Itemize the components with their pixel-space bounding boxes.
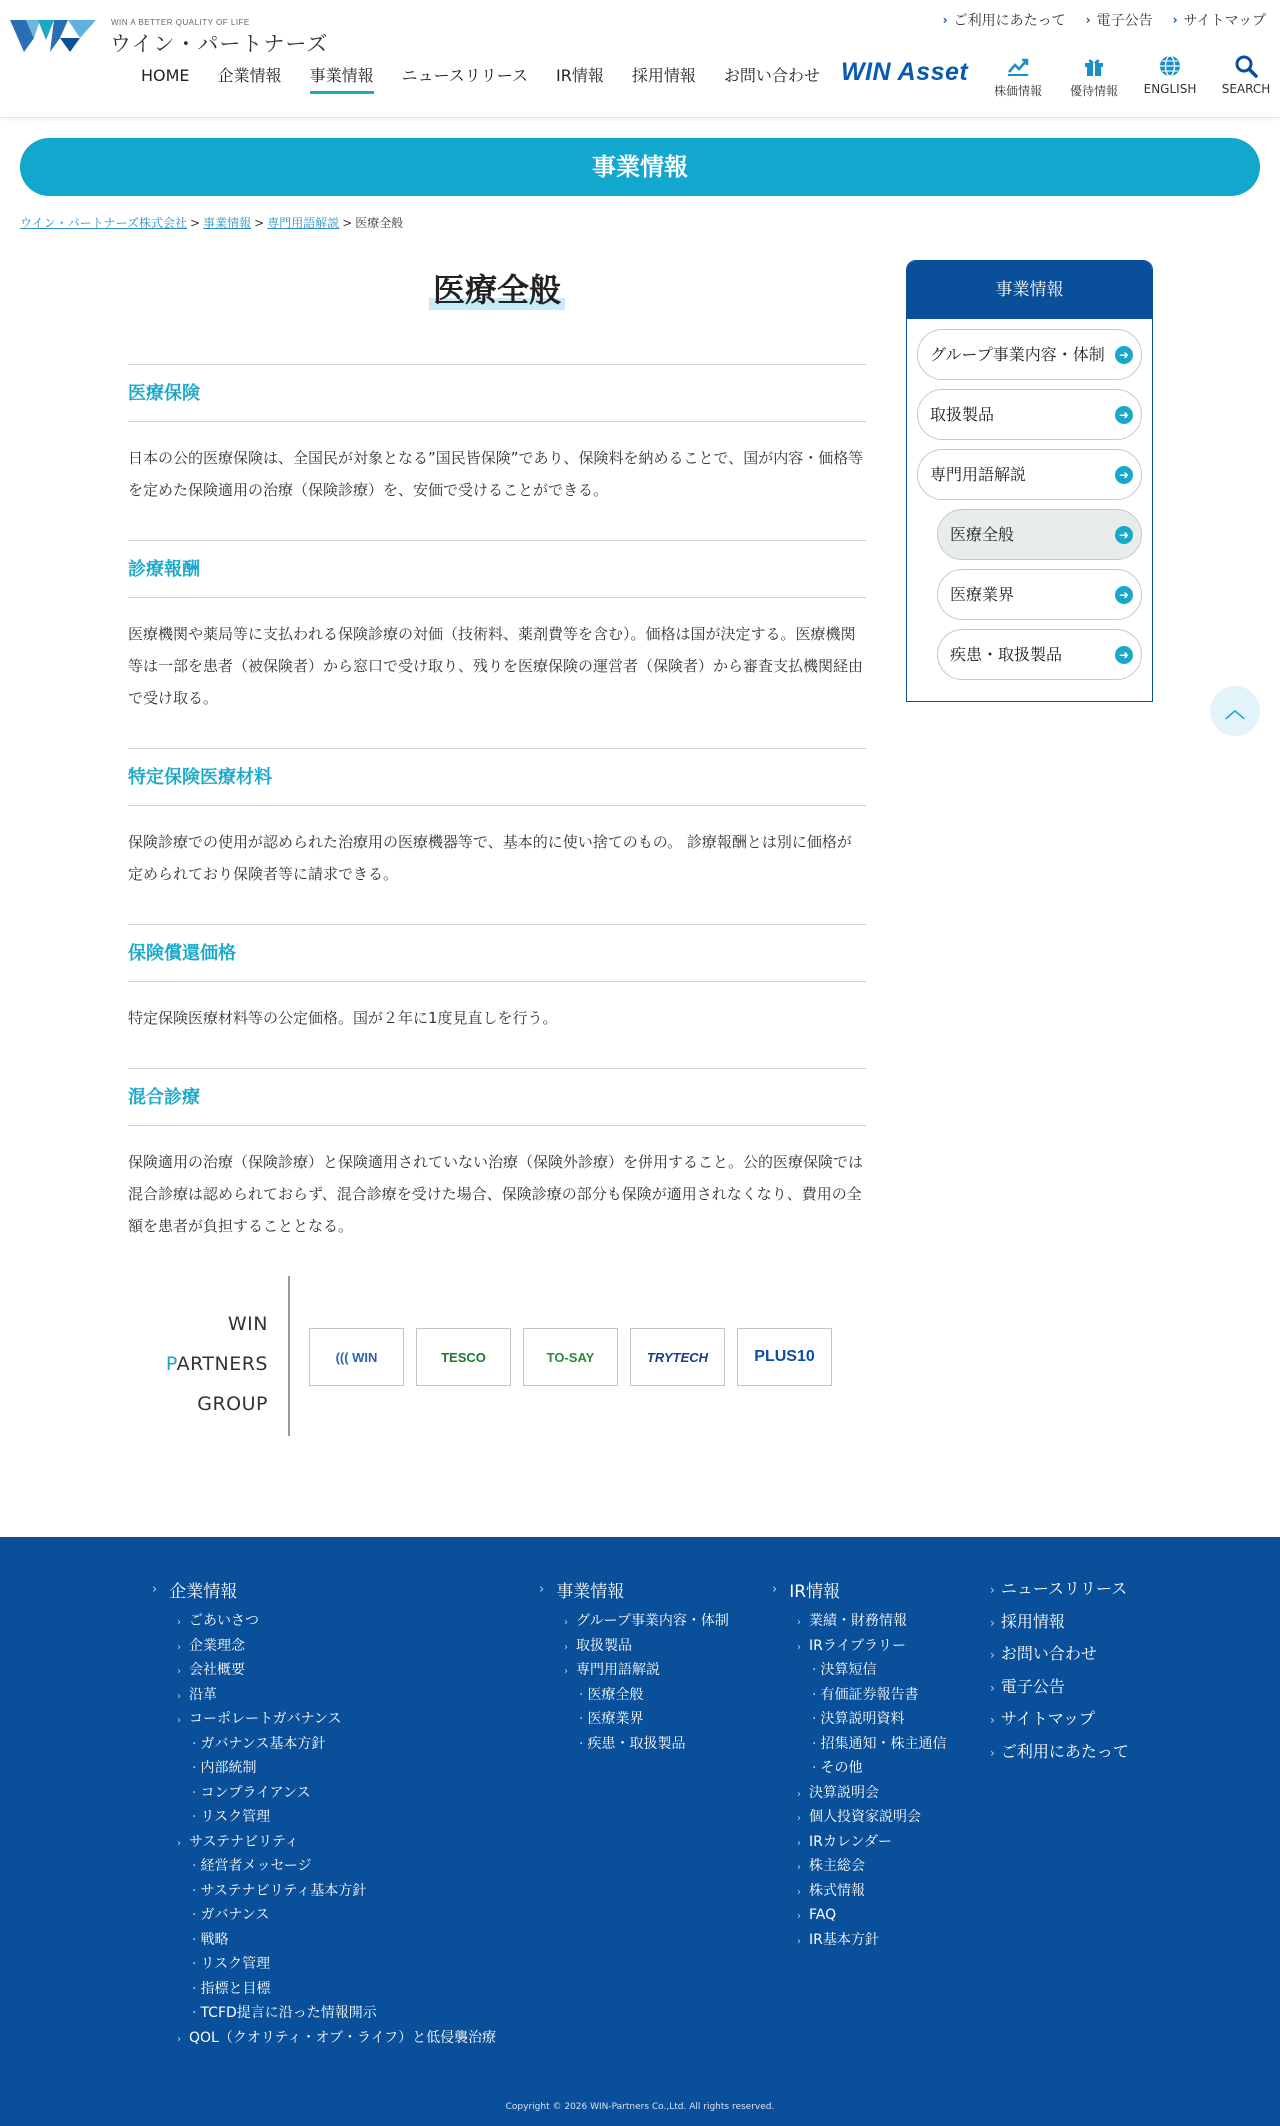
logo-name: ウイン・パートナーズ [110,32,329,56]
search-icon [1234,54,1258,78]
footer-link[interactable]: › 決算説明会 [797,1784,879,1801]
sidebar-item-group-business[interactable]: グループ事業内容・体制 ➜ [917,329,1142,380]
nav-ir[interactable]: IR情報 [555,66,604,85]
bullet-icon: · [192,1809,197,1825]
sidebar-title: 事業情報 [907,261,1152,319]
nav-news[interactable]: ニュースリリース [401,66,528,85]
footer-link[interactable]: · その他 [812,1760,863,1776]
term-body: 保険診療での使用が認められた治療用の医療機器等で、基本的に使い捨てのもの。 診療報酬とは別に価格が定められており保険者等に請求できる。 [128,833,852,883]
chevron-right-icon: › [797,1862,801,1873]
footer-link[interactable]: · 経営者メッセージ [192,1858,312,1874]
footer-link[interactable]: · 有価証券報告書 [812,1686,919,1703]
footer-link[interactable]: › 株主総会 [797,1858,865,1874]
footer-main-link[interactable]: › ご利用にあたって [990,1741,1129,1761]
chevron-right-icon: › [1085,13,1091,27]
gift-icon [1082,54,1106,78]
sidebar-subitem-medical-general[interactable]: 医療全般 ➜ [937,509,1142,560]
chevron-right-icon: › [990,1583,995,1597]
bullet-icon: · [812,1686,817,1703]
chevron-right-icon: › [990,1745,995,1760]
bullet-icon: · [579,1686,584,1703]
section-banner: 事業情報 [20,138,1260,196]
term-title: 医療保険 [128,364,866,422]
footer-link[interactable]: › 会社概要 [177,1662,245,1678]
footer-link[interactable]: · 指標と目標 [192,1980,271,1997]
footer-link[interactable]: › IRライブラリー [797,1637,907,1654]
chevron-right-icon: › [177,1666,181,1677]
chevron-right-icon: › [772,1581,778,1597]
footer-link[interactable]: › ごあいさつ [177,1613,259,1629]
chevron-right-icon: › [177,1837,181,1849]
util-link-sitemap[interactable]: › サイトマップ [1172,13,1266,29]
footer-link[interactable]: › 個人投資家説明会 [797,1809,921,1825]
term-title: 特定保険医療材料 [128,748,866,806]
bullet-icon: · [192,1858,197,1874]
footer-main-link[interactable]: › サイトマップ [990,1709,1096,1728]
util-link-terms[interactable]: › ご利用にあたって [942,13,1066,29]
sidebar-item-products[interactable]: 取扱製品 ➜ [917,389,1142,440]
chevron-right-icon: › [797,1641,801,1653]
stock-price-link[interactable]: 株価情報 [980,54,1056,99]
chevron-up-icon: ︿ [1225,698,1245,722]
arrow-right-icon: ➜ [1115,346,1133,364]
footer-link[interactable]: › 取扱製品 [564,1637,632,1654]
bullet-icon: · [579,1711,584,1727]
term-body: 日本の公的医療保険は、全国民が対象となる”国民皆保険”であり、保険料を納めることで、国が内容・価格等を定めた保険適用の治療（保険診療）を、安価で受けることができる。 [128,449,864,499]
footer-heading-corporate[interactable]: › 企業情報 [152,1581,238,1602]
footer-link[interactable]: › FAQ [797,1907,837,1923]
footer-link[interactable]: › 専門用語解説 [564,1662,660,1678]
footer-col-ir [772,1577,946,1952]
footer-link[interactable]: · ガバナンス基本方針 [192,1735,326,1752]
bullet-icon: · [192,1956,197,1972]
globe-icon [1158,54,1182,78]
chevron-right-icon: › [797,1617,801,1628]
chevron-right-icon: › [797,1788,801,1800]
arrow-right-icon: ➜ [1115,406,1133,424]
term-section [128,540,866,748]
bullet-icon: · [579,1735,584,1752]
footer-link[interactable]: › 株式情報 [797,1882,865,1899]
footer-link[interactable]: › 企業理念 [177,1637,245,1654]
footer-link[interactable]: · リスク管理 [192,1956,271,1972]
term-title: 保険償還価格 [128,924,866,982]
english-link[interactable]: ENGLISH [1132,54,1208,99]
logo-tagline: WIN A BETTER QUALITY OF LIFE [111,18,250,27]
arrow-right-icon: ➜ [1115,526,1133,544]
footer-link[interactable]: · 内部統制 [192,1760,257,1776]
footer-link[interactable]: · 医療業界 [579,1711,644,1727]
bullet-icon: · [192,2005,197,2021]
footer-heading-ir[interactable]: › IR情報 [772,1581,841,1602]
footer-main-link[interactable]: › 電子公告 [990,1676,1065,1696]
footer-link[interactable]: › コーポレートガバナンス [177,1711,342,1727]
term-title: 混合診療 [128,1068,866,1126]
sidebar-subitem-diseases-products[interactable]: 疾患・取扱製品 ➜ [937,629,1142,680]
footer-link[interactable]: › 業績・財務情報 [797,1613,907,1629]
term-body: 保険適用の治療（保険診療）と保険適用されていない治療（保険外診療）を併用すること。公的医療保険では混合診療は認められておらず、混合診療を受けた場合、保険診療の部分も保険が適用されなくなり、費用の全額を患者が負担することとなる。 [128,1153,864,1235]
term-section [128,1068,866,1276]
group-logo-plus10[interactable]: PLUS10 [737,1328,832,1386]
chevron-right-icon: › [942,13,948,27]
logo-mark-icon [10,18,96,54]
arrow-right-icon: ➜ [1115,646,1133,664]
chevron-right-icon: › [797,1886,801,1898]
term-body: 特定保険医療材料等の公定価格。国が２年に1度見直しを行う。 [128,1009,558,1027]
chevron-right-icon: › [797,1837,801,1849]
group-companies [128,1276,878,1436]
benefits-link[interactable]: 優待情報 [1056,54,1132,99]
arrow-right-icon: ➜ [1115,586,1133,604]
footer-list-ir [772,1609,946,1952]
nav-business[interactable]: 事業情報 [296,64,388,94]
icon-nav [980,54,1280,99]
breadcrumb-glossary[interactable]: 専門用語解説 [267,216,340,230]
breadcrumb: ウイン・パートナーズ株式会社 > 事業情報 > 専門用語解説 > 医療全般 [20,216,404,230]
group-logo-tesco[interactable]: TESCO [416,1328,511,1386]
footer-list-main-links [990,1573,1129,1768]
term-section [128,748,866,924]
sidebar-subitem-medical-industry[interactable]: 医療業界 ➜ [937,569,1142,620]
chevron-right-icon: › [797,1935,801,1947]
site-header [0,0,1280,118]
footer-link[interactable]: › 沿革 [177,1686,217,1703]
chevron-right-icon: › [990,1648,995,1662]
chevron-right-icon: › [797,1911,801,1922]
chevron-right-icon: › [797,1813,801,1824]
bullet-icon: · [192,1735,197,1752]
footer-link[interactable]: › サステナビリティ [177,1833,299,1850]
group-logo-list [309,1328,832,1386]
footer-link[interactable]: · 医療全般 [579,1686,644,1703]
chevron-right-icon: › [1172,13,1178,27]
footer-link[interactable]: · リスク管理 [192,1809,271,1825]
footer-heading-business[interactable]: › 事業情報 [539,1581,625,1602]
footer-link[interactable]: · 招集通知・株主通信 [812,1735,947,1752]
util-link-public-notice[interactable]: › 電子公告 [1085,13,1153,29]
group-logo-win[interactable]: ((( WIN [309,1328,404,1386]
bullet-icon: · [192,1980,197,1997]
term-section [128,364,866,540]
term-title: 診療報酬 [128,540,866,598]
group-logo-trytech[interactable]: TRYTECH [630,1328,725,1386]
footer-link[interactable]: · サステナビリティ基本方針 [192,1882,367,1899]
footer-col-corporate [152,1577,496,2050]
footer-link[interactable]: › IRカレンダー [797,1833,892,1850]
copyright: Copyright © 2026 WIN-Partners Co.,Ltd. All rights reserved. [505,2102,775,2112]
chevron-right-icon: › [539,1581,545,1597]
footer-link[interactable]: › IR基本方針 [797,1931,879,1948]
breadcrumb-home[interactable]: ウイン・パートナーズ株式会社 [20,216,188,230]
chevron-right-icon: › [177,1641,181,1653]
footer-list-business [539,1609,729,1756]
page-title: 医療全般 [429,270,565,310]
search-link[interactable]: SEARCH [1208,54,1280,99]
footer-link[interactable]: · 決算説明資料 [812,1711,905,1727]
bullet-icon: · [812,1735,817,1752]
chevron-right-icon: › [177,1715,181,1726]
bullet-icon: · [812,1711,817,1727]
chevron-right-icon: › [177,1690,181,1702]
sidebar [906,260,1153,702]
bullet-icon: · [192,1931,197,1948]
chevron-right-icon: › [564,1666,568,1677]
site-footer [0,1537,1280,2126]
breadcrumb-business[interactable]: 事業情報 [203,216,252,230]
footer-main-link[interactable]: › お問い合わせ [990,1644,1097,1663]
main-nav [127,64,834,94]
bullet-icon: · [192,1882,197,1899]
footer-link[interactable]: · ガバナンス [192,1907,270,1923]
footer-link[interactable]: · 疾患・取扱製品 [579,1735,686,1752]
bullet-icon: · [812,1760,817,1776]
arrow-right-icon: ➜ [1115,466,1133,484]
nav-recruit[interactable]: 採用情報 [631,66,696,85]
footer-list-corporate [152,1609,496,2050]
term-body: 医療機関や薬局等に支払われる保険診療の対価（技術料、薬剤費等を含む）。価格は国が決定する。医療機関等は一部を患者（被保険者）から窓口で受け取り、残りを医療保険の運営者（保険者）から審査支払機関経由で受け取る。 [128,625,864,707]
term-section [128,924,866,1068]
footer-main-link[interactable]: › 採用情報 [990,1611,1065,1631]
nav-corporate[interactable]: 企業情報 [217,66,282,85]
chevron-right-icon: › [564,1641,568,1653]
footer-link[interactable]: · TCFD提言に沿った情報開示 [192,2005,377,2021]
group-label: WIN PARTNERS GROUP [128,1276,290,1436]
chevron-right-icon: › [990,1680,995,1695]
bullet-icon: · [192,1760,197,1776]
bullet-icon: · [192,1907,197,1923]
bullet-icon: · [192,1784,197,1801]
site-logo[interactable] [10,16,329,56]
win-asset-link[interactable]: WIN Asset [841,58,969,86]
chevron-right-icon: › [152,1581,158,1597]
footer-link[interactable]: › QOL（クオリティ・オブ・ライフ）と低侵襲治療 [177,2029,497,2046]
chart-icon [1006,54,1030,78]
chevron-right-icon: › [177,1617,181,1628]
footer-link[interactable]: · コンプライアンス [192,1784,311,1801]
footer-link[interactable]: · 決算短信 [812,1662,877,1678]
footer-main-link[interactable]: › ニュースリリース [990,1579,1128,1598]
nav-home[interactable]: HOME [141,66,190,85]
chevron-right-icon: › [990,1615,995,1630]
footer-link[interactable]: › グループ事業内容・体制 [564,1613,729,1629]
glossary-terms [128,364,866,1276]
footer-col-business [539,1577,729,1756]
nav-contact[interactable]: お問い合わせ [723,66,820,85]
back-to-top-button[interactable] [1210,686,1260,736]
breadcrumb-current: 医療全般 [355,216,404,230]
utility-nav [943,10,1266,30]
bullet-icon: · [812,1662,817,1678]
sidebar-item-glossary[interactable]: 専門用語解説 ➜ [917,449,1142,500]
chevron-right-icon: › [990,1713,995,1727]
chevron-right-icon: › [177,2033,181,2045]
footer-link[interactable]: · 戦略 [192,1931,229,1948]
group-logo-tosay[interactable]: TO-SAY [523,1328,618,1386]
chevron-right-icon: › [564,1617,568,1628]
